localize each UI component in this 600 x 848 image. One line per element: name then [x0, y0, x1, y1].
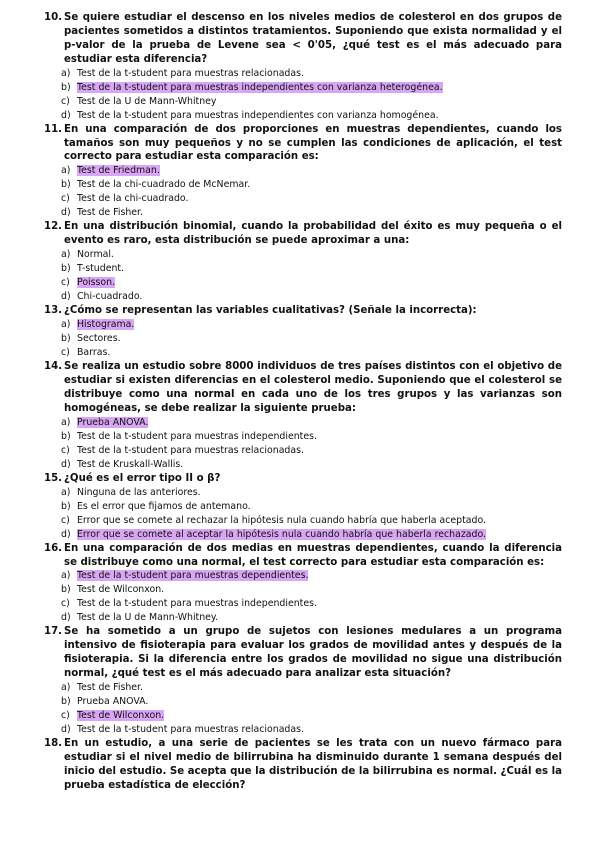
question-number: 10. [44, 12, 63, 23]
option-letter: b) [61, 500, 71, 512]
question-18 [44, 737, 562, 793]
option-letter: c) [61, 710, 70, 722]
option-text: Prueba ANOVA. [77, 696, 149, 708]
question-number: 12. [44, 221, 63, 233]
answer-option-d[interactable] [61, 458, 562, 472]
option-text: Test de la t-student para muestras relacionadas. [77, 67, 304, 79]
option-text: Normal. [77, 249, 114, 261]
option-letter: b) [61, 584, 71, 596]
option-letter: d) [61, 109, 71, 121]
answer-option-b[interactable] [61, 583, 562, 597]
option-text: Test de Wilconxon. [77, 710, 165, 722]
question-number: 18. [44, 738, 63, 750]
question-text: Se quiere estudiar el descenso en los niveles medios de colesterol en dos grupos de pacientes sometidos a distintos tratamientos. Suponiendo que exista normalidad y el p-valor de la prueba de Levene sea < 0'05, ¿qué test es el más adecuado para estudiar esta diferencia? [64, 12, 562, 65]
answer-option-a[interactable] [61, 486, 562, 500]
option-letter: a) [61, 570, 71, 582]
option-text: Chi-cuadrado. [77, 291, 143, 303]
question-header [44, 737, 562, 793]
option-letter: c) [61, 193, 70, 205]
question-header [44, 220, 562, 248]
answer-option-c[interactable] [61, 597, 562, 611]
question-number: 11. [44, 123, 63, 135]
answer-option-c[interactable] [61, 192, 562, 206]
answer-option-d[interactable] [61, 206, 562, 220]
option-text: Test de la t-student para muestras dependientes. [77, 570, 309, 582]
answer-options [44, 681, 562, 737]
option-letter: b) [61, 333, 71, 345]
option-letter: d) [61, 528, 71, 540]
answer-option-c[interactable] [61, 444, 562, 458]
option-letter: b) [61, 81, 71, 93]
question-text: ¿Cómo se representan las variables cualitativas? (Señale la incorrecta): [64, 305, 477, 317]
answer-option-a[interactable] [61, 416, 562, 430]
answer-option-b[interactable] [61, 332, 562, 346]
answer-option-d[interactable] [61, 611, 562, 625]
question-header [44, 360, 562, 416]
answer-options [44, 569, 562, 625]
option-text: Prueba ANOVA. [77, 416, 149, 428]
question-header [44, 472, 562, 486]
answer-options [44, 318, 562, 360]
answer-option-b[interactable] [61, 695, 562, 709]
question-text: En una comparación de dos medias en muestras dependientes, cuando la diferencia se distribuye como una normal, el test correcto para estudiar esta comparación es: [64, 542, 562, 568]
option-letter: b) [61, 696, 71, 708]
option-text: Test de Fisher. [77, 682, 144, 694]
option-text: Test de la chi-cuadrado. [77, 193, 189, 205]
question-text: En una comparación de dos proporciones en muestras dependientes, cuando los tamaños son muy pequeños y no se cumplen las condiciones de aplicación, el test correcto para estudiar esta comparación es: [64, 123, 562, 163]
option-letter: d) [61, 612, 71, 624]
answer-option-b[interactable] [61, 262, 562, 276]
option-letter: a) [61, 67, 71, 79]
answer-option-c[interactable] [61, 95, 562, 109]
question-number: 17. [44, 626, 63, 638]
answer-option-a[interactable] [61, 318, 562, 332]
answer-option-b[interactable] [61, 430, 562, 444]
answer-option-a[interactable] [61, 164, 562, 178]
answer-option-a[interactable] [61, 248, 562, 262]
answer-option-d[interactable] [61, 528, 562, 542]
option-letter: d) [61, 458, 71, 470]
question-header [44, 123, 562, 165]
question-12 [44, 220, 562, 304]
option-text: T-student. [77, 263, 125, 275]
option-letter: b) [61, 430, 71, 442]
option-letter: c) [61, 514, 70, 526]
option-letter: c) [61, 277, 70, 289]
option-text: Test de la chi-cuadrado de McNemar. [77, 179, 251, 191]
option-text: Es el error que fijamos de antemano. [77, 500, 251, 512]
answer-option-d[interactable] [61, 290, 562, 304]
question-11 [44, 123, 562, 221]
answer-options [44, 486, 562, 542]
option-letter: a) [61, 416, 71, 428]
answer-option-c[interactable] [61, 709, 562, 723]
answer-option-c[interactable] [61, 514, 562, 528]
answer-options [44, 164, 562, 220]
question-15 [44, 472, 562, 542]
option-text: Poisson. [77, 277, 116, 289]
option-text: Test de la t-student para muestras relacionadas. [77, 444, 304, 456]
option-text: Test de la t-student para muestras relacionadas. [77, 724, 304, 736]
answer-options [44, 67, 562, 123]
option-text: Test de la t-student para muestras independientes. [77, 598, 317, 610]
question-16 [44, 542, 562, 626]
option-letter: c) [61, 347, 70, 359]
answer-option-d[interactable] [61, 109, 562, 123]
answer-option-c[interactable] [61, 276, 562, 290]
option-letter: a) [61, 249, 71, 261]
question-17 [44, 625, 562, 737]
option-text: Test de Friedman. [77, 165, 160, 177]
option-text: Histograma. [77, 319, 135, 331]
answer-option-c[interactable] [61, 346, 562, 360]
answer-option-b[interactable] [61, 81, 562, 95]
option-text: Test de la t-student para muestras independientes. [77, 430, 317, 442]
option-letter: a) [61, 319, 71, 331]
question-text: En una distribución binomial, cuando la probabilidad del éxito es muy pequeña o el evento es raro, esta distribución se puede aproximar a una: [64, 221, 562, 247]
question-number: 13. [44, 305, 63, 317]
option-letter: a) [61, 486, 71, 498]
option-text: Error que se comete al aceptar la hipótesis nula cuando habría que haberla rechazado. [77, 528, 487, 540]
option-text: Test de la t-student para muestras independientes con varianza heterogénea. [77, 81, 443, 93]
option-letter: b) [61, 179, 71, 191]
option-letter: d) [61, 207, 71, 219]
question-number: 14. [44, 361, 63, 373]
option-text: Test de Kruskall-Wallis. [77, 458, 184, 470]
answer-option-a[interactable] [61, 681, 562, 695]
question-text: En un estudio, a una serie de pacientes se les trata con un nuevo fármaco para estudiar si el nivel medio de bilirrubina ha disminuido durante 1 semana después del inicio del estudio. Se acepta que la distribución de la bilirrubina es normal. ¿Cuál es la prueba estadística de elección? [64, 738, 562, 791]
option-letter: a) [61, 682, 71, 694]
option-text: Test de la U de Mann-Whitney [77, 95, 217, 107]
question-header [44, 625, 562, 681]
option-letter: c) [61, 95, 70, 107]
question-text: Se ha sometido a un grupo de sujetos con lesiones medulares a un programa intensivo de fisioterapia para evaluar los grados de movilidad antes y después de la fisioterapia. Si la diferencia entre los grados de movilidad no sigue una distribución normal, ¿qué test es el más adecuado para analizar esta situación? [64, 626, 562, 680]
answer-options [44, 248, 562, 304]
option-letter: a) [61, 165, 71, 177]
question-number: 16. [44, 542, 63, 554]
question-text: Se realiza un estudio sobre 8000 individuos de tres países distintos con el objetivo de estudiar si existen diferencias en el colesterol medio. Suponiendo que el colesterol se distribuye como una normal en cada uno de los tres grupos y las varianzas son homogéneas, se debe realizar la siguiente prueba: [64, 361, 562, 414]
answer-option-d[interactable] [61, 723, 562, 737]
option-letter: d) [61, 724, 71, 736]
answer-option-a[interactable] [61, 569, 562, 583]
answer-option-b[interactable] [61, 178, 562, 192]
question-number: 15. [44, 472, 63, 484]
option-letter: d) [61, 291, 71, 303]
answer-options [44, 416, 562, 472]
question-header [44, 11, 562, 67]
option-text: Test de la t-student para muestras independientes con varianza homogénea. [77, 109, 439, 121]
option-text: Test de Wilconxon. [77, 584, 165, 596]
option-text: Ninguna de las anteriores. [77, 486, 201, 498]
question-14 [44, 360, 562, 472]
answer-option-b[interactable] [61, 500, 562, 514]
answer-option-a[interactable] [61, 67, 562, 81]
option-text: Barras. [77, 347, 111, 359]
question-header [44, 304, 562, 318]
question-text: ¿Qué es el error tipo II o β? [64, 472, 221, 484]
question-13 [44, 304, 562, 360]
option-letter: c) [61, 444, 70, 456]
question-header [44, 542, 562, 570]
option-text: Test de Fisher. [77, 207, 144, 219]
option-letter: c) [61, 598, 70, 610]
option-text: Error que se comete al rechazar la hipótesis nula cuando habría que haberla aceptado. [77, 514, 487, 526]
option-letter: b) [61, 263, 71, 275]
option-text: Sectores. [77, 333, 121, 345]
option-text: Test de la U de Mann-Whitney. [77, 612, 219, 624]
question-10 [44, 11, 562, 123]
